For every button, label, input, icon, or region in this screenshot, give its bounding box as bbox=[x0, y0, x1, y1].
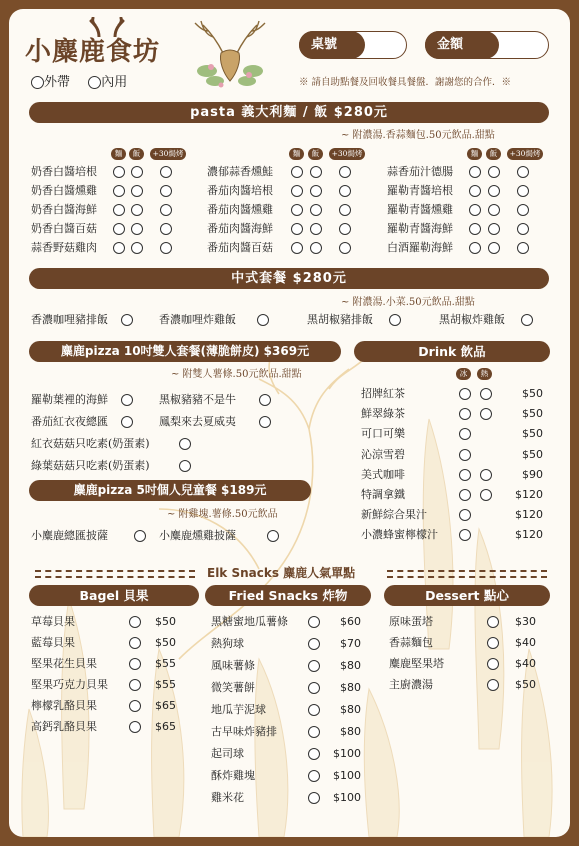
pasta-bake-radio[interactable] bbox=[160, 185, 172, 197]
drink-hot-radio[interactable] bbox=[480, 469, 492, 481]
pasta-noodle-radio[interactable] bbox=[469, 166, 481, 178]
pasta-rice-radio[interactable] bbox=[310, 166, 322, 178]
drink-ice-radio[interactable] bbox=[459, 469, 471, 481]
drink-item: 可口可樂 bbox=[361, 427, 405, 441]
fried-item-radio[interactable] bbox=[308, 726, 320, 738]
fried-item-radio[interactable] bbox=[308, 660, 320, 672]
pasta-rice-radio[interactable] bbox=[488, 223, 500, 235]
pasta-bake-radio[interactable] bbox=[517, 185, 529, 197]
chinese-set-note: ~ 附濃湯.小菜.50元飲品.甜點 bbox=[341, 297, 475, 308]
bagel-price: $65 bbox=[155, 699, 176, 712]
bagel-item: 草莓貝果 bbox=[31, 615, 75, 628]
chinese-item: 香濃咖哩炸雞飯 bbox=[159, 313, 236, 326]
fried-price: $100 bbox=[333, 791, 361, 804]
bagel-item: 高鈣乳酪貝果 bbox=[31, 720, 97, 733]
pizza10-item: 番茄紅衣夜總匯 bbox=[31, 415, 108, 428]
drink-item: 沁涼雪碧 bbox=[361, 447, 405, 461]
pizza10-item: 黑椒豬豬不是牛 bbox=[159, 393, 236, 406]
chinese-item: 香濃咖哩豬排飯 bbox=[31, 313, 108, 326]
pasta-item: 奶香白醬海鮮 bbox=[31, 203, 97, 216]
drink-price: $90 bbox=[522, 467, 543, 481]
fried-item: 古早味炸豬排 bbox=[211, 725, 277, 738]
dinein-radio[interactable] bbox=[88, 76, 101, 89]
dessert-item: 香蒜麵包 bbox=[389, 636, 433, 649]
pasta-bake-radio[interactable] bbox=[160, 204, 172, 216]
pasta-item: 羅勒青醬燻雞 bbox=[387, 203, 453, 216]
bagel-title: Bagel 貝果 bbox=[29, 585, 199, 606]
pasta-section-note: ~ 附濃湯.香蒜麵包.50元飲品.甜點 bbox=[341, 130, 495, 141]
pasta-bake-radio[interactable] bbox=[517, 242, 529, 254]
menu-sheet bbox=[9, 9, 570, 837]
dessert-item-radio[interactable] bbox=[487, 616, 499, 628]
pasta-rice-radio[interactable] bbox=[131, 185, 143, 197]
fried-price: $80 bbox=[340, 659, 361, 672]
pasta-bake-radio[interactable] bbox=[160, 242, 172, 254]
pizza10-item-radio[interactable] bbox=[259, 416, 271, 428]
takeout-radio[interactable] bbox=[31, 76, 44, 89]
fried-item-radio[interactable] bbox=[308, 792, 320, 804]
pizza10-note: ~ 附雙人薯條.50元飲品.甜點 bbox=[171, 369, 302, 380]
pasta-item: 番茄肉醬百菇 bbox=[207, 241, 273, 254]
drink-item: 鮮翠綠茶 bbox=[361, 407, 405, 421]
pasta-bake-radio[interactable] bbox=[160, 223, 172, 235]
fried-item-radio[interactable] bbox=[308, 682, 320, 694]
bagel-item-radio[interactable] bbox=[129, 616, 141, 628]
bagel-price: $55 bbox=[155, 657, 176, 670]
fried-item: 熱狗球 bbox=[211, 637, 244, 650]
pizza10-item: 綠葉菇菇只吃素(奶蛋素) bbox=[31, 459, 150, 472]
pizza5-item-radio[interactable] bbox=[267, 530, 279, 542]
drink-price: $50 bbox=[522, 427, 543, 441]
bagel-price: $50 bbox=[155, 615, 176, 628]
fried-item: 風味薯條 bbox=[211, 659, 255, 672]
dessert-title: Dessert 點心 bbox=[384, 585, 550, 606]
pasta-bake-radio[interactable] bbox=[160, 166, 172, 178]
drink-item: 美式咖啡 bbox=[361, 467, 405, 481]
pasta-tag-noodle: 麵 bbox=[289, 148, 304, 160]
chinese-item-radio[interactable] bbox=[389, 314, 401, 326]
fried-item-radio[interactable] bbox=[308, 704, 320, 716]
snacks-title: Elk Snacks 麋鹿人氣單點 bbox=[207, 566, 356, 580]
hot-tag: 熱 bbox=[477, 368, 492, 380]
drink-item: 特調拿鐵 bbox=[361, 488, 405, 501]
pizza5-item: 小麋鹿總匯披薩 bbox=[31, 529, 108, 542]
pasta-item: 蒜香野菇雞肉 bbox=[31, 241, 97, 254]
pasta-item: 奶香白醬燻雞 bbox=[31, 184, 97, 197]
fried-item: 雞米花 bbox=[211, 791, 244, 804]
pasta-noodle-radio[interactable] bbox=[291, 204, 303, 216]
pizza10-item-radio[interactable] bbox=[121, 416, 133, 428]
amount-label: 金額 bbox=[425, 31, 499, 59]
pasta-tag-rice: 飯 bbox=[486, 148, 501, 160]
pasta-bake-radio[interactable] bbox=[339, 242, 351, 254]
self-service-notice: ※ 請自助點餐及回收餐具餐盤．謝謝您的合作．※ bbox=[299, 77, 512, 88]
drinks-title: Drink 飲品 bbox=[354, 341, 550, 362]
fried-price: $100 bbox=[333, 769, 361, 782]
bagel-item-radio[interactable] bbox=[129, 700, 141, 712]
dessert-item-radio[interactable] bbox=[487, 658, 499, 670]
ice-tag: 冰 bbox=[456, 368, 471, 380]
dessert-price: $40 bbox=[515, 636, 536, 649]
dessert-price: $40 bbox=[515, 657, 536, 670]
shop-name: 小麋鹿食坊 bbox=[25, 37, 161, 67]
dessert-item: 主廚濃湯 bbox=[389, 678, 433, 691]
bagel-price: $50 bbox=[155, 636, 176, 649]
dessert-item: 麋鹿堅果塔 bbox=[389, 657, 444, 670]
takeout-label: 外帶 bbox=[44, 75, 71, 90]
fried-price: $80 bbox=[340, 703, 361, 716]
fried-item-radio[interactable] bbox=[308, 616, 320, 628]
drink-item: 新鮮綜合果汁 bbox=[361, 508, 427, 522]
pasta-rice-radio[interactable] bbox=[310, 185, 322, 197]
pasta-noodle-radio[interactable] bbox=[469, 185, 481, 197]
pizza5-item: 小麋鹿燻雞披薩 bbox=[159, 529, 236, 542]
fried-price: $100 bbox=[333, 747, 361, 760]
pizza10-item: 鳳梨來去夏威夷 bbox=[159, 415, 236, 428]
pasta-noodle-radio[interactable] bbox=[469, 223, 481, 235]
bagel-item: 檸檬乳酪貝果 bbox=[31, 699, 97, 712]
pasta-rice-radio[interactable] bbox=[488, 185, 500, 197]
order-type bbox=[31, 71, 127, 90]
dessert-item: 原味蛋塔 bbox=[389, 615, 433, 628]
fried-price: $60 bbox=[340, 615, 361, 628]
snacks-divider-left-2 bbox=[35, 576, 195, 578]
bagel-item: 堅果巧克力貝果 bbox=[31, 678, 108, 691]
pizza10-item-radio[interactable] bbox=[179, 460, 191, 472]
pasta-rice-radio[interactable] bbox=[488, 242, 500, 254]
pasta-tag-rice: 飯 bbox=[129, 148, 144, 160]
bagel-item: 藍莓貝果 bbox=[31, 636, 75, 649]
table-number-label: 桌號 bbox=[299, 31, 365, 59]
pasta-bake-radio[interactable] bbox=[517, 204, 529, 216]
pasta-rice-radio[interactable] bbox=[310, 223, 322, 235]
pasta-noodle-radio[interactable] bbox=[469, 242, 481, 254]
pasta-bake-radio[interactable] bbox=[339, 166, 351, 178]
pasta-rice-radio[interactable] bbox=[131, 166, 143, 178]
pizza10-title: 麋鹿pizza 10吋雙人套餐(薄脆餅皮) $369元 bbox=[29, 341, 341, 362]
bagel-item-radio[interactable] bbox=[129, 721, 141, 733]
snacks-divider-right-2 bbox=[387, 576, 547, 578]
pasta-noodle-radio[interactable] bbox=[291, 185, 303, 197]
pasta-bake-radio[interactable] bbox=[339, 185, 351, 197]
pasta-item: 蒜香茄汁德腸 bbox=[387, 165, 453, 178]
snacks-divider-left bbox=[35, 570, 195, 572]
drink-ice-radio[interactable] bbox=[459, 489, 471, 501]
fried-price: $80 bbox=[340, 725, 361, 738]
fried-price: $80 bbox=[340, 681, 361, 694]
pasta-section-title: pasta 義大利麵 / 飯 $280元 bbox=[29, 102, 549, 123]
pasta-noodle-radio[interactable] bbox=[113, 204, 125, 216]
chinese-item-radio[interactable] bbox=[121, 314, 133, 326]
fried-item-radio[interactable] bbox=[308, 748, 320, 760]
pasta-bake-radio[interactable] bbox=[517, 166, 529, 178]
pasta-item: 白酒羅勒海鮮 bbox=[387, 241, 453, 254]
drink-price: $120 bbox=[515, 488, 543, 501]
pizza5-item-radio[interactable] bbox=[134, 530, 146, 542]
pasta-rice-radio[interactable] bbox=[131, 242, 143, 254]
dessert-item-radio[interactable] bbox=[487, 679, 499, 691]
dessert-item-radio[interactable] bbox=[487, 637, 499, 649]
chinese-item-radio[interactable] bbox=[521, 314, 533, 326]
pasta-noodle-radio[interactable] bbox=[113, 223, 125, 235]
drink-price: $50 bbox=[522, 447, 543, 461]
deer-head-illustration bbox=[191, 15, 269, 91]
pizza10-item: 紅衣菇菇只吃素(奶蛋素) bbox=[31, 437, 150, 450]
pasta-rice-radio[interactable] bbox=[488, 204, 500, 216]
pasta-noodle-radio[interactable] bbox=[291, 166, 303, 178]
pasta-noodle-radio[interactable] bbox=[469, 204, 481, 216]
fried-item: 微笑薯餅 bbox=[211, 681, 255, 694]
pizza10-item-radio[interactable] bbox=[179, 438, 191, 450]
drink-hot-radio[interactable] bbox=[480, 388, 492, 400]
drink-ice-radio[interactable] bbox=[459, 449, 471, 461]
pasta-item: 番茄肉醬海鮮 bbox=[207, 222, 273, 235]
bagel-item: 堅果花生貝果 bbox=[31, 657, 97, 670]
drink-price: $120 bbox=[515, 508, 543, 522]
pasta-noodle-radio[interactable] bbox=[113, 166, 125, 178]
pizza10-item: 羅勒葉裡的海鮮 bbox=[31, 393, 108, 406]
pasta-noodle-radio[interactable] bbox=[113, 185, 125, 197]
fried-price: $70 bbox=[340, 637, 361, 650]
pasta-bake-radio[interactable] bbox=[517, 223, 529, 235]
bagel-price: $55 bbox=[155, 678, 176, 691]
drink-price: $50 bbox=[522, 407, 543, 421]
pasta-item: 奶香白醬百菇 bbox=[31, 222, 97, 235]
pasta-noodle-radio[interactable] bbox=[113, 242, 125, 254]
pasta-tag-bake: +30焗烤 bbox=[150, 148, 186, 160]
dessert-price: $50 bbox=[515, 678, 536, 691]
pasta-item: 羅勒青醬海鮮 bbox=[387, 222, 453, 235]
pasta-bake-radio[interactable] bbox=[339, 223, 351, 235]
drink-item: 小濃蜂蜜檸檬汁 bbox=[361, 528, 438, 542]
pasta-item: 羅勒青醬培根 bbox=[387, 184, 453, 197]
pasta-item: 奶香白醬培根 bbox=[31, 165, 97, 178]
pasta-rice-radio[interactable] bbox=[310, 242, 322, 254]
pasta-tag-bake: +30焗烤 bbox=[507, 148, 543, 160]
fried-item-radio[interactable] bbox=[308, 638, 320, 650]
pasta-rice-radio[interactable] bbox=[131, 223, 143, 235]
snacks-divider-right bbox=[387, 570, 547, 572]
pasta-tag-rice: 飯 bbox=[308, 148, 323, 160]
chinese-item-radio[interactable] bbox=[257, 314, 269, 326]
fried-item: 起司球 bbox=[211, 747, 244, 760]
fried-item: 地瓜芋泥球 bbox=[211, 703, 266, 716]
pasta-rice-radio[interactable] bbox=[310, 204, 322, 216]
pizza10-item-radio[interactable] bbox=[121, 394, 133, 406]
drink-price: $120 bbox=[515, 528, 543, 542]
pasta-noodle-radio[interactable] bbox=[291, 223, 303, 235]
dessert-price: $30 bbox=[515, 615, 536, 628]
pasta-item: 番茄肉醬培根 bbox=[207, 184, 273, 197]
pasta-item: 番茄肉醬燻雞 bbox=[207, 203, 273, 216]
drink-item: 招牌紅茶 bbox=[361, 387, 405, 400]
pasta-rice-radio[interactable] bbox=[488, 166, 500, 178]
pasta-bake-radio[interactable] bbox=[339, 204, 351, 216]
dinein-label: 內用 bbox=[101, 75, 128, 90]
fried-item: 酥炸雞塊 bbox=[211, 769, 255, 782]
fried-title: Fried Snacks 炸物 bbox=[205, 585, 371, 606]
bagel-item-radio[interactable] bbox=[129, 679, 141, 691]
chinese-set-title: 中式套餐 $280元 bbox=[29, 268, 549, 289]
pasta-tag-noodle: 麵 bbox=[467, 148, 482, 160]
fried-item-radio[interactable] bbox=[308, 770, 320, 782]
bagel-price: $65 bbox=[155, 720, 176, 733]
pizza10-item-radio[interactable] bbox=[259, 394, 271, 406]
chinese-item: 黑胡椒豬排飯 bbox=[307, 313, 373, 326]
drink-ice-radio[interactable] bbox=[459, 388, 471, 400]
pizza5-note: ~ 附雞塊.薯條.50元飲品 bbox=[167, 509, 278, 520]
pizza5-title: 麋鹿pizza 5吋個人兒童餐 $189元 bbox=[29, 480, 311, 501]
drink-hot-radio[interactable] bbox=[480, 489, 492, 501]
drink-price: $50 bbox=[522, 387, 543, 400]
chinese-item: 黑胡椒炸雞飯 bbox=[439, 313, 505, 326]
fried-item: 黑糖蜜地瓜薯條 bbox=[211, 615, 288, 628]
bagel-item-radio[interactable] bbox=[129, 637, 141, 649]
pasta-rice-radio[interactable] bbox=[131, 204, 143, 216]
pasta-tag-bake: +30焗烤 bbox=[329, 148, 365, 160]
pasta-item: 濃郁蒜香燻鮭 bbox=[207, 165, 273, 178]
pasta-tag-noodle: 麵 bbox=[111, 148, 126, 160]
bagel-item-radio[interactable] bbox=[129, 658, 141, 670]
pasta-noodle-radio[interactable] bbox=[291, 242, 303, 254]
